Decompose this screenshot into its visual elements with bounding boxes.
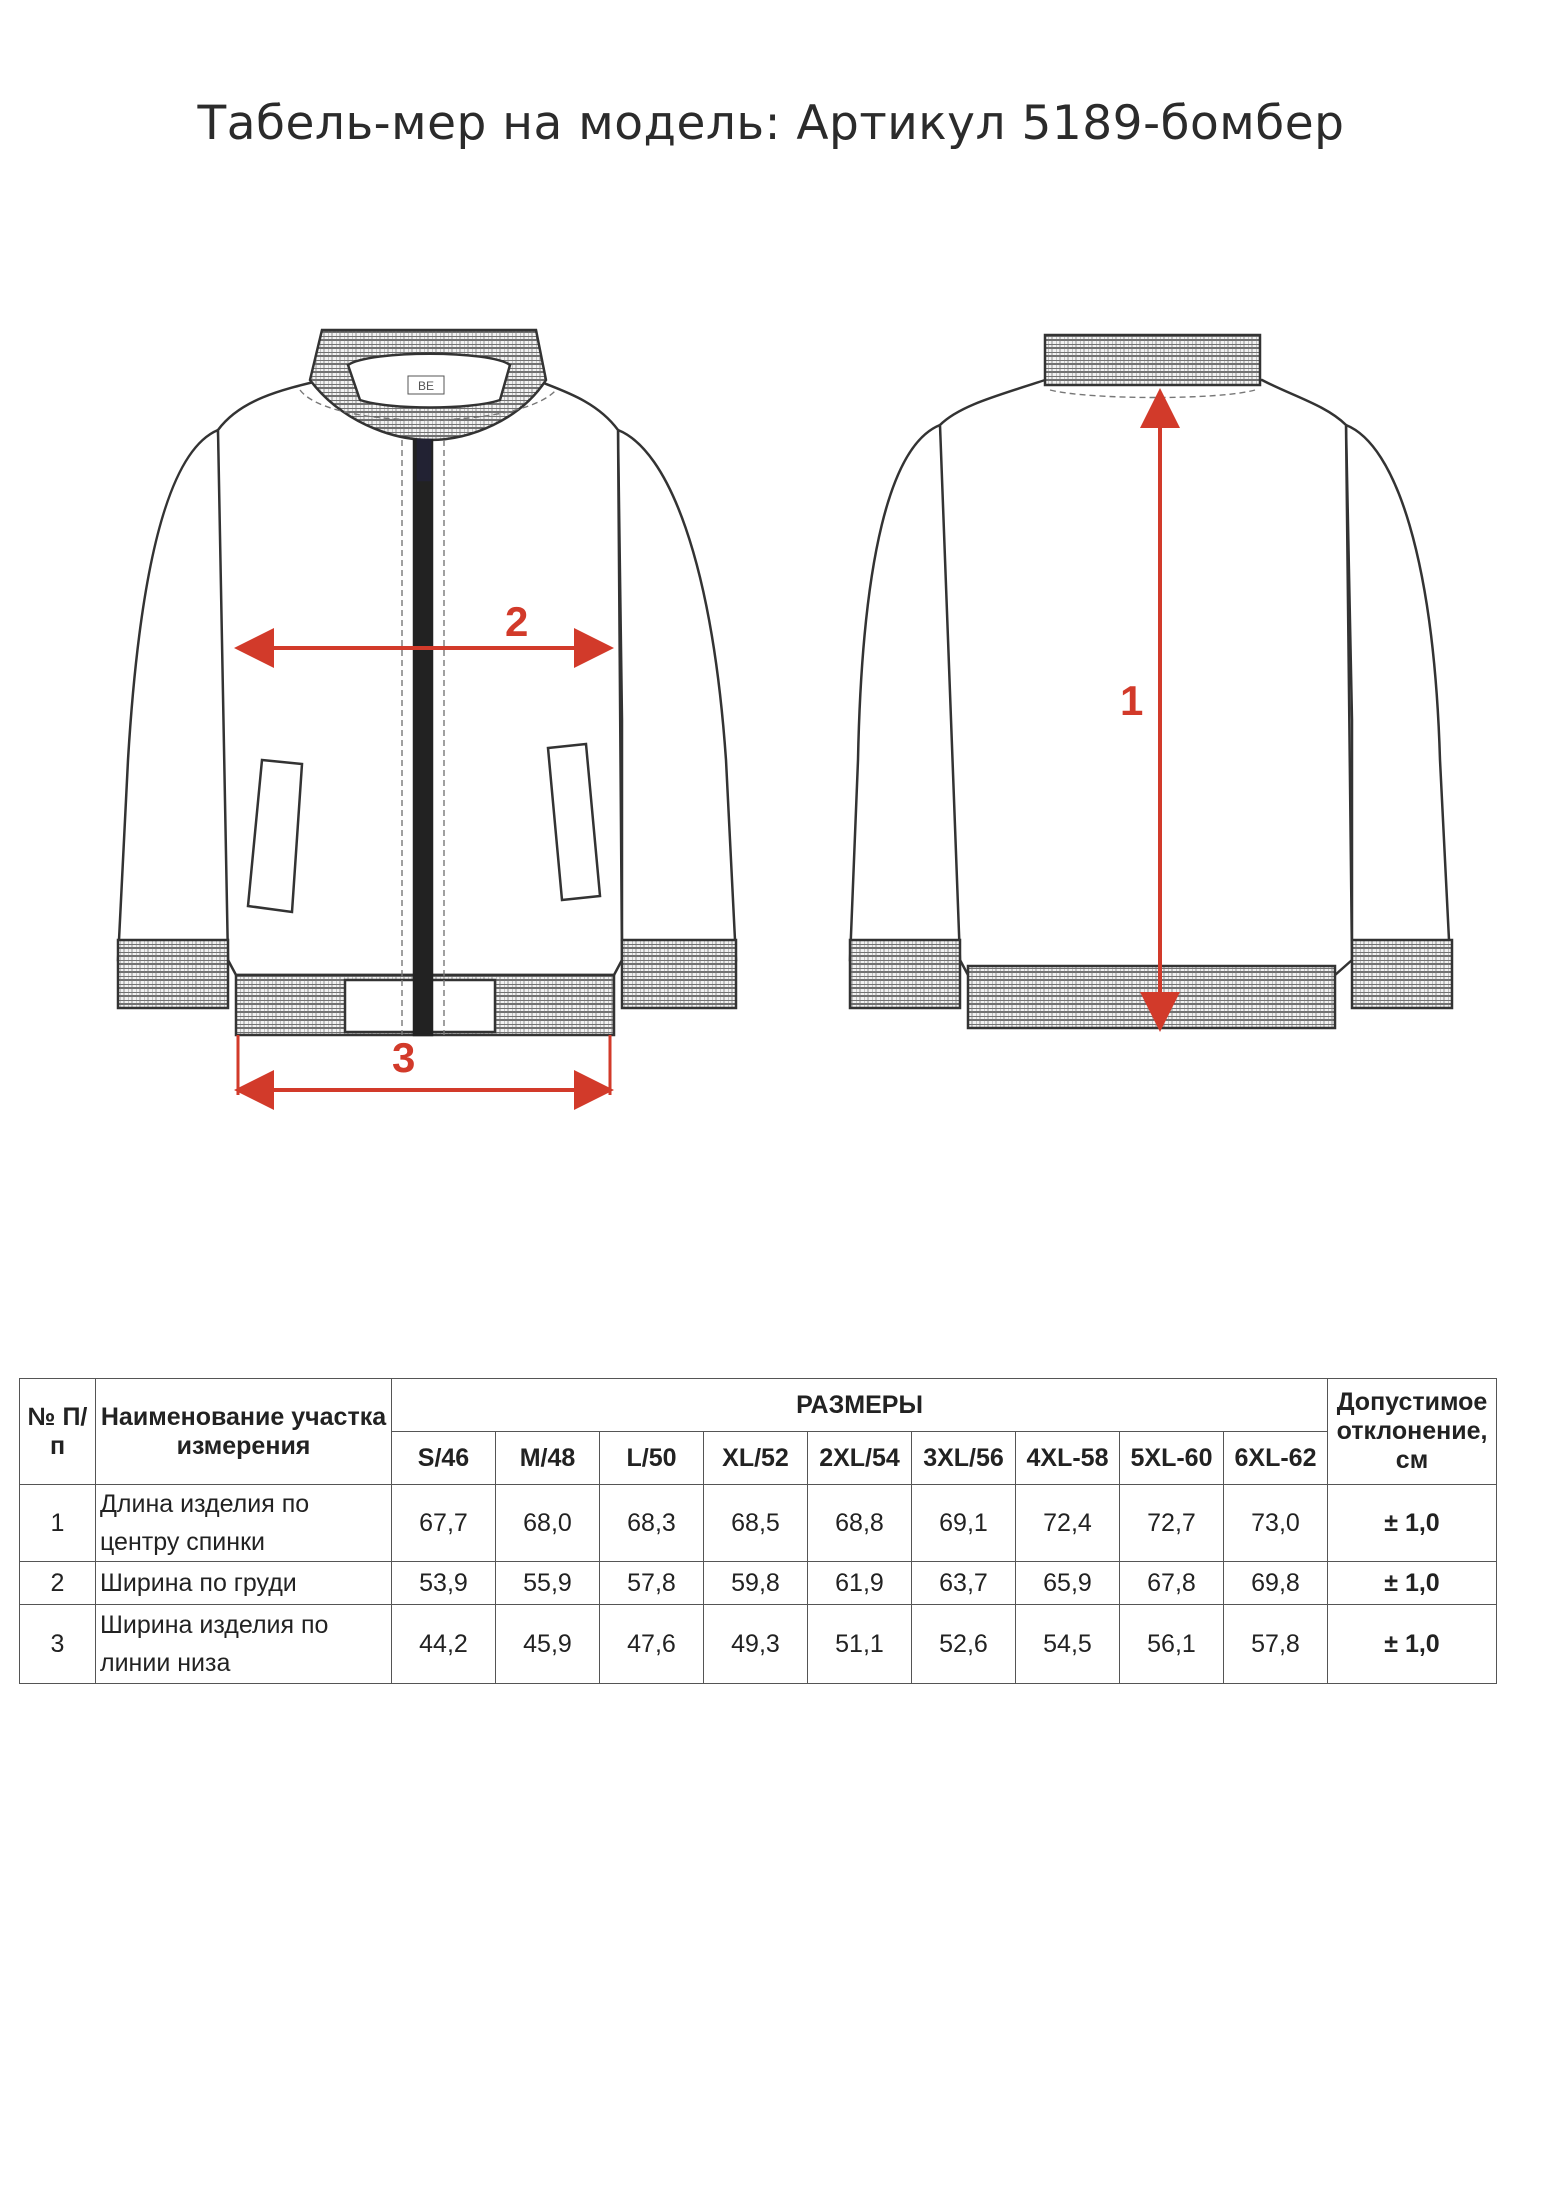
header-name: Наименование участка измерения <box>96 1379 392 1485</box>
row-value: 67,8 <box>1120 1562 1224 1605</box>
row-value: 61,9 <box>808 1562 912 1605</box>
front-view <box>118 330 736 1035</box>
row-num: 2 <box>20 1562 96 1605</box>
row-value: 49,3 <box>704 1605 808 1684</box>
row-name: Ширина изделия по линии низа <box>96 1605 392 1684</box>
row-value: 68,8 <box>808 1485 912 1562</box>
header-num: № П/п <box>20 1379 96 1485</box>
row-num: 1 <box>20 1485 96 1562</box>
size-header: 3XL/56 <box>912 1432 1016 1485</box>
back-right-cuff <box>1352 940 1452 1008</box>
size-header: 2XL/54 <box>808 1432 912 1485</box>
size-header: S/46 <box>392 1432 496 1485</box>
row-tolerance: ± 1,0 <box>1328 1485 1497 1562</box>
row-value: 68,3 <box>600 1485 704 1562</box>
row-value: 57,8 <box>1224 1605 1328 1684</box>
row-value: 57,8 <box>600 1562 704 1605</box>
size-header: 4XL-58 <box>1016 1432 1120 1485</box>
row-value: 59,8 <box>704 1562 808 1605</box>
row-value: 68,0 <box>496 1485 600 1562</box>
back-body <box>940 380 1352 975</box>
row-value: 51,1 <box>808 1605 912 1684</box>
header-sizes: РАЗМЕРЫ <box>392 1379 1328 1432</box>
back-collar <box>1045 335 1260 385</box>
row-value: 72,4 <box>1016 1485 1120 1562</box>
measure-label-2: 2 <box>505 598 529 645</box>
size-header: 5XL-60 <box>1120 1432 1224 1485</box>
row-value: 44,2 <box>392 1605 496 1684</box>
row-num: 3 <box>20 1605 96 1684</box>
row-value: 72,7 <box>1120 1485 1224 1562</box>
table-row <box>20 1562 1497 1605</box>
front-right-sleeve <box>618 430 736 960</box>
collar-tag <box>408 376 444 394</box>
row-value: 67,7 <box>392 1485 496 1562</box>
row-value: 69,1 <box>912 1485 1016 1562</box>
size-table <box>19 1378 1497 1684</box>
row-value: 63,7 <box>912 1562 1016 1605</box>
row-value: 55,9 <box>496 1562 600 1605</box>
size-header: L/50 <box>600 1432 704 1485</box>
row-value: 68,5 <box>704 1485 808 1562</box>
row-value: 65,9 <box>1016 1562 1120 1605</box>
front-zipper <box>414 440 432 1035</box>
size-header: XL/52 <box>704 1432 808 1485</box>
row-value: 52,6 <box>912 1605 1016 1684</box>
row-tolerance: ± 1,0 <box>1328 1605 1497 1684</box>
row-name: Ширина по груди <box>96 1562 392 1605</box>
back-hem-band <box>968 966 1335 1028</box>
row-value: 56,1 <box>1120 1605 1224 1684</box>
row-value: 45,9 <box>496 1605 600 1684</box>
table-row <box>20 1485 1497 1562</box>
front-right-cuff <box>622 940 736 1008</box>
measure-label-1: 1 <box>1120 677 1144 724</box>
back-view <box>850 335 1452 1028</box>
size-chart <box>19 1378 1496 1684</box>
row-name: Длина изделия по центру спинки <box>96 1485 392 1562</box>
page-title: Табель-мер на модель: Артикул 5189-бомбер <box>197 96 1345 151</box>
tag-label: ВЕ <box>417 379 435 393</box>
front-left-cuff <box>118 940 228 1008</box>
back-left-cuff <box>850 940 960 1008</box>
row-value: 69,8 <box>1224 1562 1328 1605</box>
size-header: M/48 <box>496 1432 600 1485</box>
table-row <box>20 1605 1497 1684</box>
back-right-sleeve <box>1346 425 1450 960</box>
front-left-sleeve <box>118 430 228 960</box>
header-tolerance: Допустимое отклонение, см <box>1328 1379 1497 1485</box>
size-header: 6XL-62 <box>1224 1432 1328 1485</box>
row-value: 47,6 <box>600 1605 704 1684</box>
row-tolerance: ± 1,0 <box>1328 1562 1497 1605</box>
row-value: 73,0 <box>1224 1485 1328 1562</box>
measure-label-3: 3 <box>392 1034 416 1081</box>
row-value: 54,5 <box>1016 1605 1120 1684</box>
row-value: 53,9 <box>392 1562 496 1605</box>
